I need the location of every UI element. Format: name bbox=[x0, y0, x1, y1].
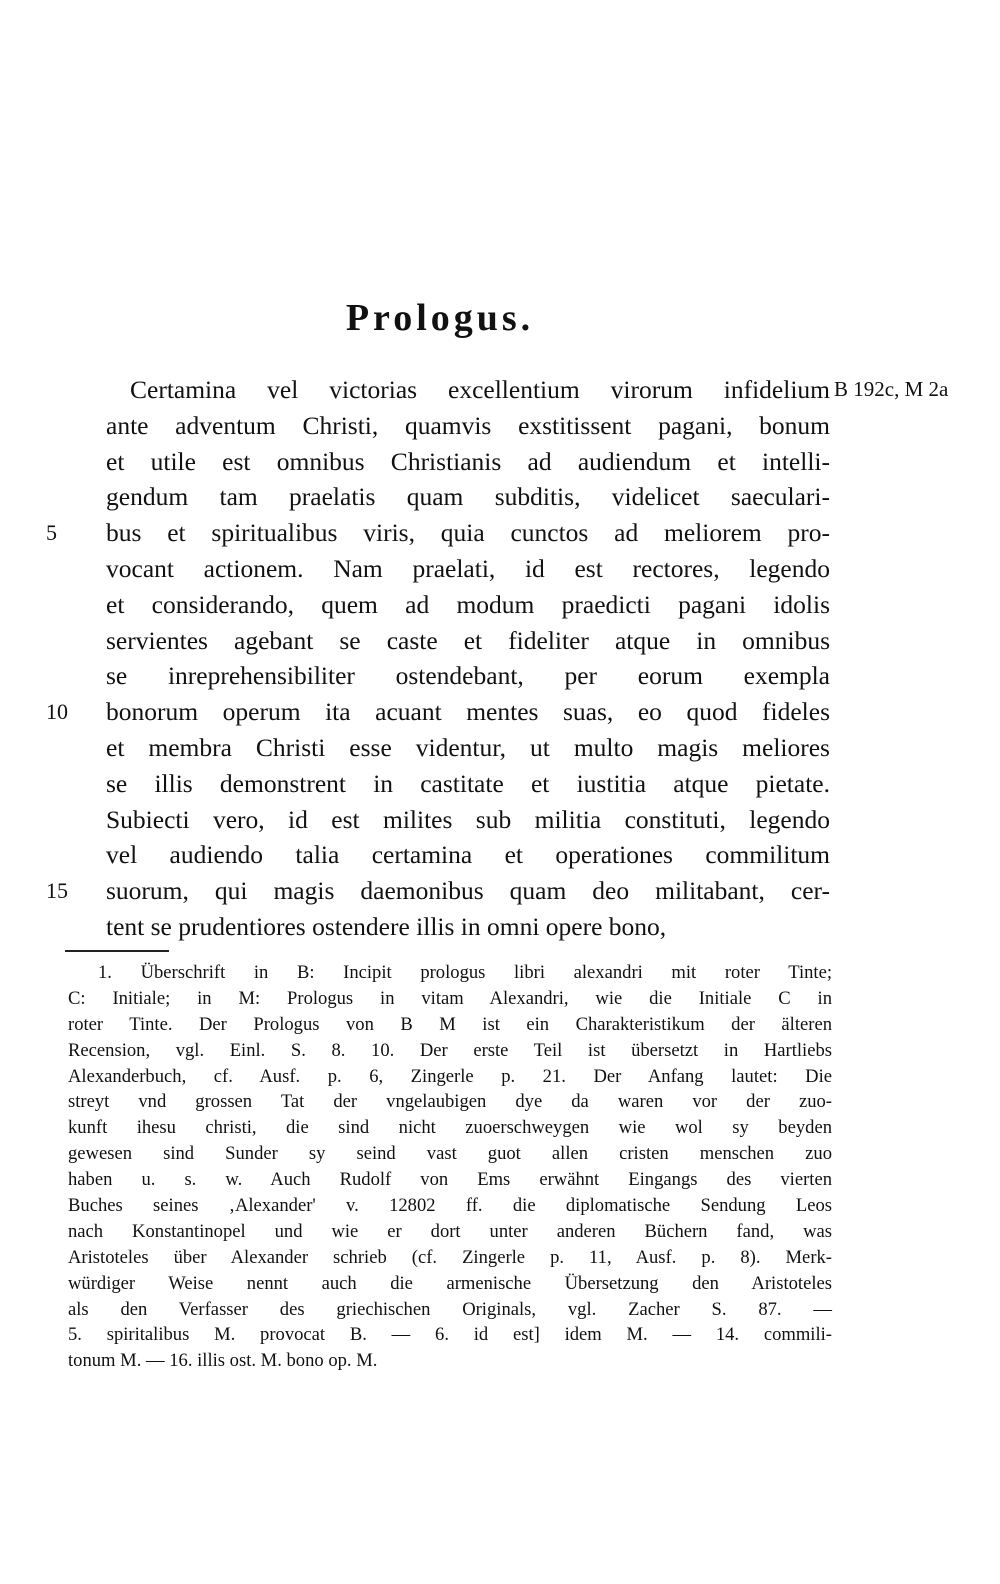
footnote-line: roter Tinte. Der Prologus von B M ist ein Charakteristikum der älteren bbox=[68, 1013, 832, 1035]
text-line bbox=[46, 694, 830, 730]
footnote-line: streyt vnd grossen Tat der vngelaubigen dye da waren vor der zuo- bbox=[68, 1091, 832, 1113]
text-line bbox=[106, 837, 830, 873]
line-text: Certamina vel victorias excellentium virorum infidelium bbox=[130, 375, 830, 404]
text-line bbox=[106, 408, 830, 444]
main-text bbox=[46, 372, 949, 945]
text-line bbox=[106, 587, 830, 623]
footnote-line: nach Konstantinopel und wie er dort unter anderen Büchern fand, was bbox=[68, 1220, 832, 1242]
text-line bbox=[106, 730, 830, 766]
footnote-line: C: Initiale; in M: Prologus in vitam Alexandri, wie die Initiale C in bbox=[68, 987, 832, 1009]
footnote-line: würdiger Weise nennt auch die armenische Übersetzung den Aristoteles bbox=[68, 1272, 832, 1294]
line-text: gendum tam praelatis quam subditis, videlicet saeculari- bbox=[106, 482, 830, 512]
text-line bbox=[106, 444, 830, 480]
text-line bbox=[106, 479, 830, 515]
line-text: se inreprehensibiliter ostendebant, per eorum exempla bbox=[106, 661, 830, 691]
line-text: bus et spiritualibus viris, quia cunctos ad meliorem pro- bbox=[106, 518, 830, 548]
line-text: tent se prudentiores ostendere illis in omni opere bono, bbox=[106, 911, 667, 941]
text-line bbox=[46, 515, 830, 551]
footnote-line: kunft ihesu christi, die sind nicht zuoerschweygen wie wol sy beyden bbox=[68, 1117, 832, 1139]
line-number: 10 bbox=[46, 699, 68, 725]
margin-reference: B 192c, M 2a bbox=[834, 377, 949, 401]
footnote-line: tonum M. — 16. illis ost. M. bono op. M. bbox=[68, 1350, 378, 1372]
footnote-line: Buches seines ‚Alexander' v. 12802 ff. die diplomatische Sendung Leos bbox=[68, 1195, 832, 1217]
footnote-line: haben u. s. w. Auch Rudolf von Ems erwähnt Eingangs des vierten bbox=[68, 1169, 832, 1191]
text-line bbox=[106, 551, 830, 587]
footnote-line: Recension, vgl. Einl. S. 8. 10. Der erste Teil ist übersetzt in Hartliebs bbox=[68, 1039, 832, 1061]
line-text: et utile est omnibus Christianis ad audiendum et intelli- bbox=[106, 446, 830, 476]
text-line bbox=[106, 372, 949, 408]
line-text: suorum, qui magis daemonibus quam deo militabant, cer- bbox=[106, 876, 830, 906]
line-text: vel audiendo talia certamina et operationes commilitum bbox=[106, 840, 830, 870]
footnote-line: 1. Überschrift in B: Incipit prologus libri alexandri mit roter Tinte; bbox=[98, 962, 832, 983]
footnote-line: gewesen sind Sunder sy seind vast guot allen cristen menschen zuo bbox=[68, 1143, 832, 1165]
line-text: et membra Christi esse videntur, ut multo magis meliores bbox=[106, 732, 830, 762]
footnote-divider bbox=[65, 950, 169, 952]
page-title: Prologus. bbox=[345, 297, 535, 339]
footnote-line: als den Verfasser des griechischen Originals, vgl. Zacher S. 87. — bbox=[68, 1298, 832, 1320]
text-line bbox=[106, 658, 830, 694]
line-text: ante adventum Christi, quamvis exstitissent pagani, bonum bbox=[106, 410, 830, 440]
line-number: 15 bbox=[46, 878, 68, 904]
text-line bbox=[106, 766, 830, 802]
footnote-line: Alexanderbuch, cf. Ausf. p. 6, Zingerle p. 21. Der Anfang lautet: Die bbox=[68, 1065, 832, 1087]
text-line bbox=[106, 909, 830, 945]
text-line bbox=[46, 873, 830, 909]
line-text: Subiecti vero, id est milites sub militia constituti, legendo bbox=[106, 804, 830, 834]
text-line bbox=[106, 623, 830, 659]
footnote-line: Aristoteles über Alexander schrieb (cf. Zingerle p. 11, Ausf. p. 8). Merk- bbox=[68, 1246, 832, 1268]
text-line bbox=[106, 802, 830, 838]
footnotes bbox=[68, 960, 832, 1374]
line-text: servientes agebant se caste et fideliter atque in omnibus bbox=[106, 625, 830, 655]
line-text: et considerando, quem ad modum praedicti pagani idolis bbox=[106, 589, 830, 619]
footnote-line: 5. spiritalibus M. provocat B. — 6. id est] idem M. — 14. commili- bbox=[68, 1324, 832, 1346]
line-number: 5 bbox=[46, 520, 57, 546]
line-text: bonorum operum ita acuant mentes suas, eo quod fideles bbox=[106, 697, 830, 727]
line-text: vocant actionem. Nam praelati, id est rectores, legendo bbox=[106, 553, 830, 583]
line-text: se illis demonstrent in castitate et iustitia atque pietate. bbox=[106, 768, 830, 798]
